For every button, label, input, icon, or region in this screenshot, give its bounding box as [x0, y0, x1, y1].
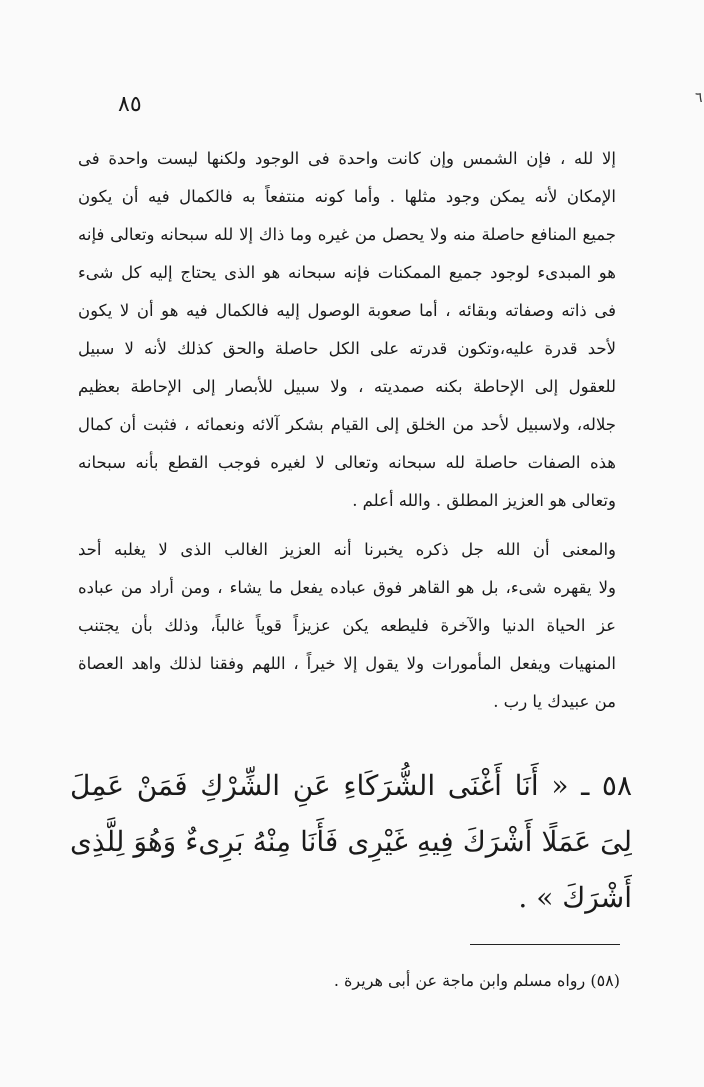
text-line: وتعالى هو العزيز المطلق . والله أعلم .	[352, 491, 616, 510]
hadith-text	[70, 758, 632, 926]
text-line: والمعنى أن الله جل ذكره يخبرنا أنه العزيز الغالب الذى لا يغلبه أحد	[78, 540, 616, 559]
edge-mark: ٦	[695, 90, 703, 106]
text-line: لأحد قدرة عليه،وتكون قدرته على الكل حاصلة والحق كذلك لأنه لا سبيل	[78, 339, 616, 358]
text-line: جلاله، ولاسبيل لأحد من الخلق إلى القيام بشكر آلائه ونعمائه ، فثبت أن كمال	[78, 415, 616, 434]
hadith-line: ٥٨ ـ « أَنَا أَغْنَى الشُّرَكَاءِ عَنِ الشِّرْكِ فَمَنْ عَمِلَ	[70, 769, 632, 802]
text-line: إلا لله ، فإن الشمس وإن كانت واحدة فى الوجود ولكنها ليست واحدة فى	[78, 149, 616, 168]
text-line: المنهيات ويفعل المأمورات ولا يقول إلا خيراً ، اللهم وفقنا لذلك واهد العصاة	[78, 654, 616, 673]
paragraph-meaning	[78, 531, 616, 721]
text-line: من عبيدك يا رب .	[493, 692, 616, 711]
text-line: هذه الصفات حاصلة لله سبحانه وتعالى لا لغيره فوجب القطع بأنه سبحانه	[78, 453, 616, 472]
text-line: عز الحياة الدنيا والآخرة فليطعه يكن عزيزاً قوياً غالباً، وذلك بأن يجتنب	[78, 616, 616, 635]
footnote: (٥٨) رواه مسلم وابن ماجة عن أبى هريرة .	[333, 971, 620, 990]
text-line: جميع المنافع حاصلة منه ولا يحصل من غيره وما ذاك إلا لله سبحانه وتعالى فإنه	[78, 225, 616, 244]
text-line: الإمكان لأنه يمكن وجود مثلها . وأما كونه منتفعاً به فالكمال فيه أن يكون	[78, 187, 616, 206]
text-line: للعقول إلى الإحاطة بكنه صمديته ، ولا سبيل للأبصار إلى الإحاطة بعظيم	[78, 377, 616, 396]
text-line: فى ذاته وصفاته وبقائه ، أما صعوبة الوصول إليه فالكمال فيه هو أن لا يكون	[78, 301, 616, 320]
text-line: هو المبدىء لوجود جميع الممكنات فإنه سبحانه هو الذى يحتاج إليه كل شىء	[78, 263, 616, 282]
paragraph-commentary	[78, 140, 616, 520]
hadith-line: لِىَ عَمَلًا أَشْرَكَ فِيهِ غَيْرِى فَأَنَا مِنْهُ بَرِىءٌ وَهُوَ لِلَّذِى	[70, 825, 632, 858]
footnote-divider	[470, 944, 620, 945]
page-number: ٨٥	[118, 92, 142, 117]
text-line: ولا يقهره شىء، بل هو القاهر فوق عباده يفعل ما يشاء ، ومن أراد من عباده	[78, 578, 616, 597]
hadith-line: أَشْرَكَ » .	[518, 881, 632, 914]
